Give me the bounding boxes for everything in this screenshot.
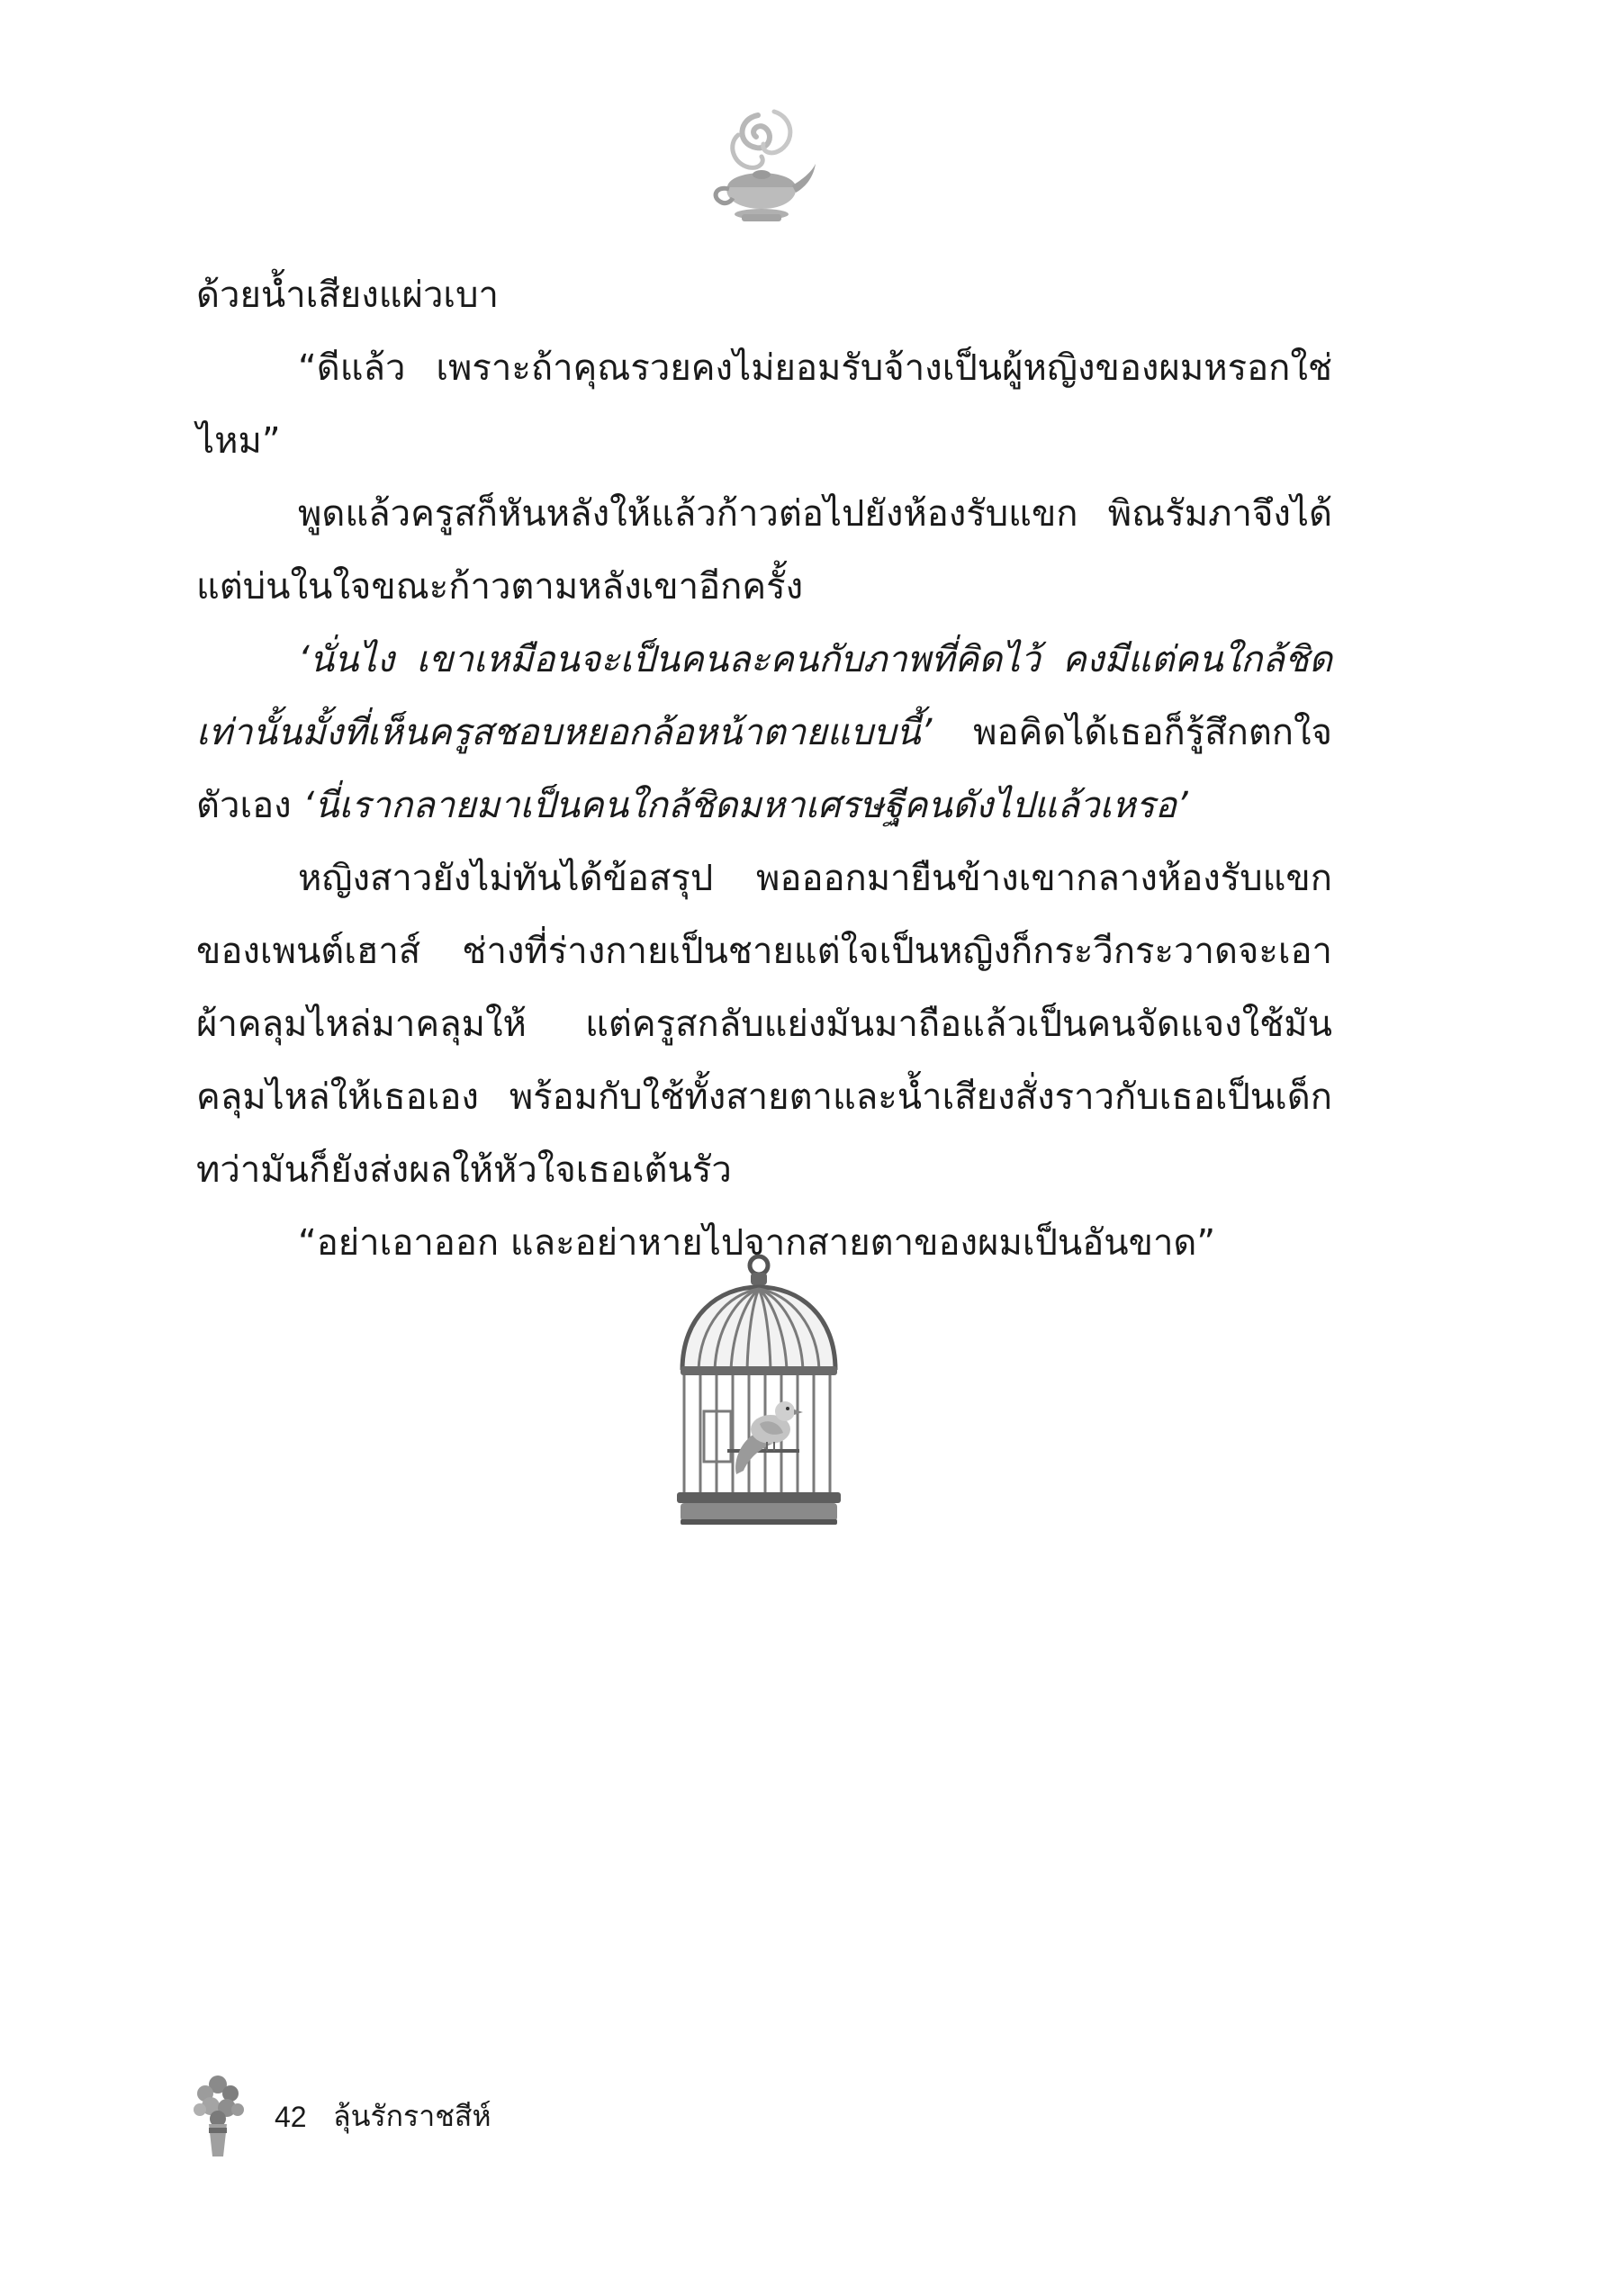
birdcage-illustration [673,1253,844,1527]
paragraph-thought [196,624,1332,842]
inner-thought: ‘นั่นไง เขาเหมือนจะเป็นคนละคนกับภาพที่คิดไว้ คงมีแต่คนใกล้ชิดเท่านั้นมั้งที่เห็นครูสชอบหยอกล้อหน้าตายแบบนี้’ [196,639,1332,753]
book-title: ลุ้นรักราชสีห์ [333,2099,491,2133]
genie-lamp-icon [702,108,819,230]
paragraph-dialogue: “ดีแล้ว เพราะถ้าคุณรวยคงไม่ยอมรับจ้างเป็นผู้หญิงของผมหรอกใช่ไหม” [196,347,1332,462]
page-footer [189,2070,639,2160]
paragraph-dialogue: “อย่าเอาออก และอย่าหายไปจากสายตาของผมเป็นอันขาด” [298,1222,1216,1264]
paragraph: ด้วยน้ำเสียงแผ่วเบา [196,275,499,316]
paragraph: พูดแล้วครูสก็หันหลังให้แล้วก้าวต่อไปยังห้องรับแขก พิณรัมภาจึงได้แต่บ่นในใจขณะก้าวตามหลังเขาอีกครั้ง [196,493,1332,608]
inner-thought: ‘นี่เรากลายมาเป็นคนใกล้ชิดมหาเศรษฐีคนดังไปแล้วเหรอ’ [302,785,1188,826]
story-text [196,259,1332,1280]
bird-icon [735,1401,803,1474]
narration: พอคิดได้เธอก็รู้สึกตกใจตัวเอง [196,712,1332,826]
flower-bouquet-icon [189,2070,248,2160]
page-number: 42 [275,2101,307,2133]
paragraph: หญิงสาวยังไม่ทันได้ข้อสรุป พอออกมายืนข้างเขากลางห้องรับแขกของเพนต์เฮาส์ ช่างที่ร่างกายเป็นชายแต่ใจเป็นหญิงก็กระวีกระวาดจะเอาผ้าคลุมไหล่มาคลุมให้ แต่ครูสกลับแย่งมันมาถือแล้วเป็นคนจัดแจงใช้มันคลุมไหล่ให้เธอเอง พร้อมกับใช้ทั้งสายตาและน้ำเสียงสั่งราวกับเธอเป็นเด็กทว่ามันก็ยังส่งผลให้หัวใจเธอเต้นรัว [196,858,1332,1191]
